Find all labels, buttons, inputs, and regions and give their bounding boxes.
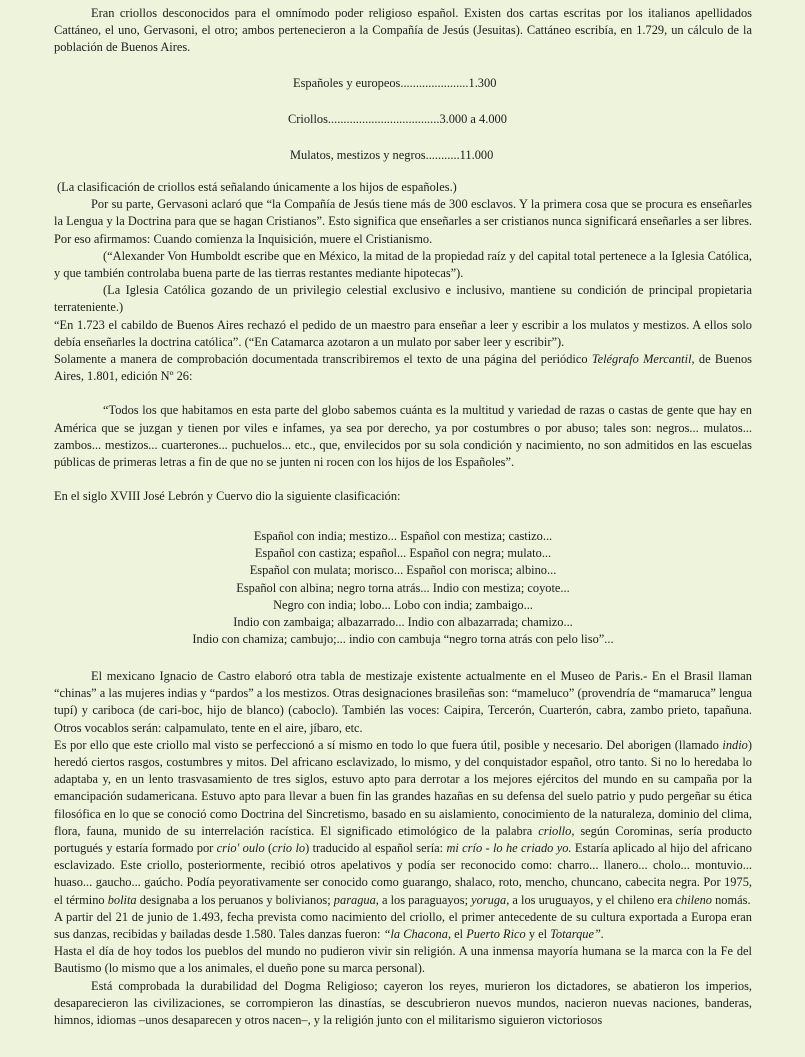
casta-line: Español con albina; negro torna atrás... Indio con mestiza; coyote... <box>236 580 570 595</box>
text-block-intro <box>54 5 752 57</box>
paragraph-criollo: Es por ello que este criollo mal visto se perfeccionó a sí mismo en todo lo que fuera útil, posible y necesario. Del aborigen (llamado indio) heredó ciertos rasgos, costumbres y mitos. Del africano esclavizado, lo mismo, y del conquistador español, otro tanto. Si no lo heredaba lo adaptaba y, en un lento trasvasamiento de tres siglos, estuvo apto para derrotar a los mejores ejércitos del mundo en su campaña por la emancipación sudamericana. Estuvo apto para llevar a buen fin las grandes hazañas en su defensa del suelo patrio y pudo pergeñar su ética filosófica en lo que se conoció como Doctrina del Sincretismo, basado en su aislamiento, conocimiento de la naturaleza, dominio del clima, flora, fauna, munido de su interrelación racística. El significado etimológico de la palabra criollo, según Corominas, sería producto portugués y estaría formado por crio' oulo (crio lo) traducido al español sería: mi crío - lo he criado yo. Estaría aplicado al hijo del africano esclavizado. Este criollo, posteriormente, recibió otros apelativos y podía ser reconocido como: charro... llanero... cholo... montuvio... huaso... gaucho... gaúcho. Podía peyorativamente ser conocido como guarango, shalaco, roto, mencho, chuncano, cabecita negra. Por 1975, el término bolita designaba a los peruanos y bolivianos; paragua, a los paraguayos; yoruga, a los uruguayos, y el chileno era chileno nomás. <box>54 737 752 907</box>
paragraph-cattaneo: Eran criollos desconocidos para el omnímodo poder religioso español. Existen dos cartas escritas por los italianos apellidados Cattáneo, el uno, Gervasoni, el otro; ambos pertenecieron a la Compañía de Jesús (Jesuitas). Cattáneo escribía, en 1.729, un cálculo de la población de Buenos Aires. <box>54 6 752 55</box>
casta-line: Negro con india; lobo... Lobo con india; zambaigo... <box>273 597 533 612</box>
paragraph-clasificacion: (La clasificación de criollos está señalando únicamente a los hijos de españoles.) <box>57 180 457 194</box>
quote-telegrafo-mercantil: “Todos los que habitamos en esta parte del globo sabemos cuánta es la multitud y variedad de razas o castas de gente que hay en América que se juzgan y tienen por viles e infames, ya sea por derecho, ya por costumbres o por abuso; tales son: negros... mulatos... zambos... mestizos... cuarterones... puchuelos... etc., que, envilecidos por su sola condición y nacimiento, no son admitidos en las escuelas públicas de primeras letras a fin de que no se junten ni rocen con los hijos de los Españoles”. <box>54 403 752 470</box>
population-row-criollos: Criollos....................................3.000 a 4.000 <box>288 112 507 126</box>
casta-line: Español con mulata; morisco... Español con morisca; albino... <box>249 563 557 578</box>
casta-line: Indio con chamiza; cambujo;... indio con cambuja “negro torna atrás con pelo liso”... <box>192 632 614 647</box>
paragraph-castro: El mexicano Ignacio de Castro elaboró otra tabla de mestizaje existente actualmente en el Museo de Paris.- En el Brasil llaman “chinas” a las mujeres indias y “pardos” a los mestizos. Otras designaciones brasileñas son: “mameluco” (provendría de “mamaruca” lengua tupí) y cariboca (de cari-boc, hijo de blanco) (caboclo). También las voces: Caipira, Tercerón, Cuarterón, cabra, zambo prieto, tapañuna. Otros vocablos serán: calpamulato, tente en el aire, jíbaro, etc. <box>54 669 752 735</box>
paragraph-telegrafo: Solamente a manera de comprobación documentada transcribiremos el texto de una página del periódico Telégrafo Mercantil, de Buenos Aires, 1.801, edición Nº 26: <box>54 352 752 384</box>
newspaper-title: Telégrafo Mercantil <box>591 352 692 367</box>
population-row-mulatos: Mulatos, mestizos y negros...........11.000 <box>290 148 494 162</box>
casta-line: Indio con zambaiga; albazarrado... Indio con albazarrada; chamizo... <box>233 615 573 630</box>
paragraph-dogma: Está comprobada la durabilidad del Dogma Religioso; cayeron los reyes, murieron los dictadores, se abatieron los imperios, desaparecieron las civilizaciones, se corrompieron las dinastías, se descubrieron nuevos mundos, nacieron nuevas naciones, banderas, himnos, idiomas –unos desaparecen y otros nacen–, y la religión junto con el militarismo siguieron victoriosos <box>54 978 752 1028</box>
paragraph-gervasoni: Por su parte, Gervasoni aclaró que “la Compañía de Jesús tiene más de 300 esclavos. Y la primera cosa que se procura es enseñarles la Lengua y la Doctrina para que se hagan Cristianos”. Esto significa que enseñarles a ser cristianos nunca significará enseñarles a ser libres. Por eso afirmamos: Cuando comienza la Inquisición, muere el Cristianismo. <box>54 197 752 246</box>
paragraph-humboldt: (“Alexander Von Humboldt escribe que en México, la mitad de la propiedad raíz y del capital total pertenece a la Iglesia Católica, y que también controlaba buena parte de las tierras restantes mediante hipotecas”). <box>54 248 752 281</box>
paragraph-iglesia: (La Iglesia Católica gozando de un privilegio celestial exclusivo e inclusivo, mantiene su condición de principal propietaria terrateniente.) <box>54 283 752 315</box>
text-block-main <box>54 179 752 505</box>
paragraph-danzas: A partir del 21 de junio de 1.493, fecha prevista como nacimiento del criollo, el primer antecedente de su cultura exportada a Europa eran sus danzas, recibidas y bailadas desde 1.580. Tales danzas fueron: “la Chacona, el Puerto Rico y el Totarque”. <box>54 909 752 942</box>
paragraph-cabildo: “En 1.723 el cabildo de Buenos Aires rechazó el pedido de un maestro para enseñar a leer y escribir a los mulatos y mestizos. A ellos solo debía enseñarles la doctrina católica”. (“En Catamarca azotaron a un mulato por saber leer y escribir”). <box>54 317 752 349</box>
casta-line: Español con castiza; español... Español con negra; mulato... <box>254 546 552 561</box>
text-block-lower <box>54 668 752 1029</box>
population-row-espanoles: Españoles y europeos......................1.300 <box>293 76 497 90</box>
casta-line: Español con india; mestizo... Español con mestiza; castizo... <box>253 529 553 543</box>
paragraph-religion: Hasta el día de hoy todos los pueblos del mundo no pudieron vivir sin religión. A una inmensa mayoría humana se la marca con la Fe del Bautismo (lo mismo que a los animales, el dueño pone su marca personal). <box>54 944 752 976</box>
paragraph-lebron: En el siglo XVIII José Lebrón y Cuervo dio la siguiente clasificación: <box>54 489 401 504</box>
